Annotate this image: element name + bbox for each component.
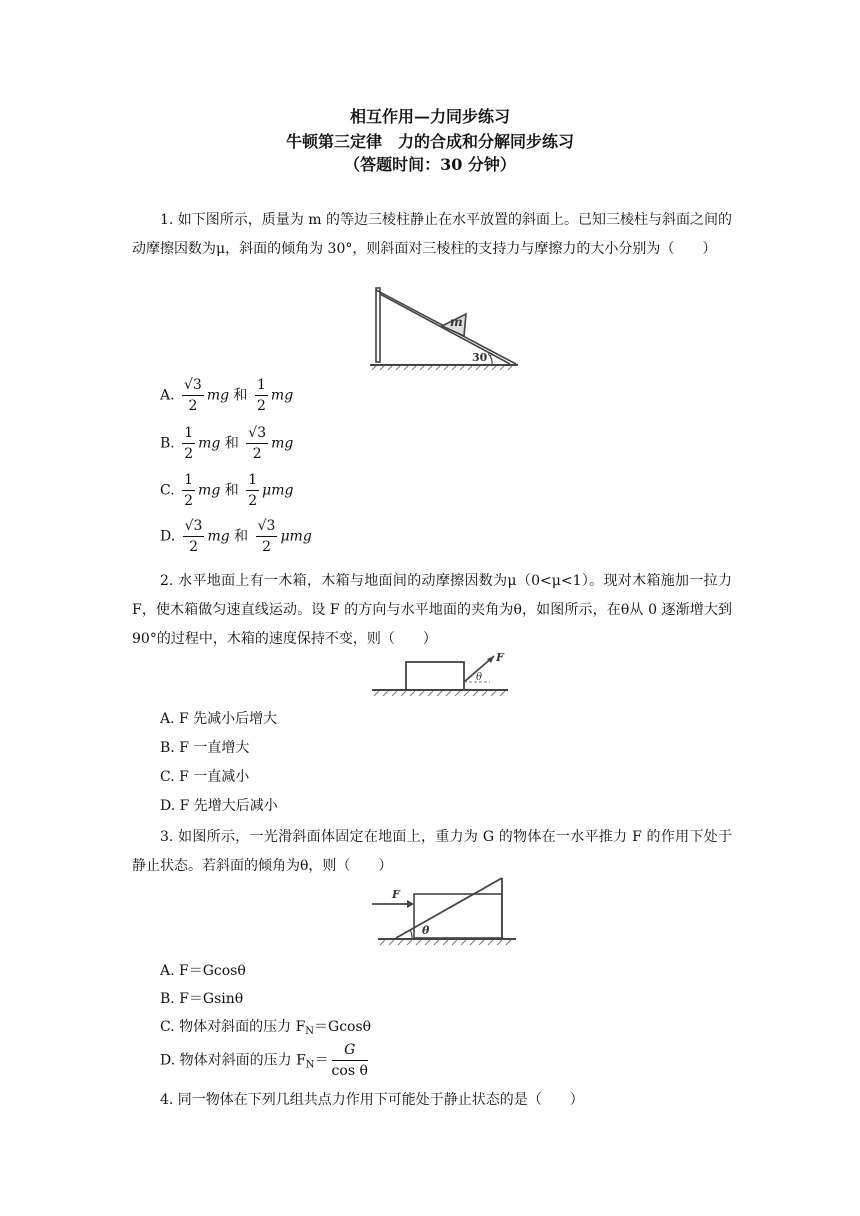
fraction: $\frac{1}{2}$ (248, 472, 258, 509)
fraction: $\frac{G}{\text{cos θ}}$ (331, 1042, 368, 1079)
q1-option-c: C. $\frac{1}{2}$ mg 和 $\frac{1}{2}$ μmg (160, 472, 294, 509)
q3-stem: 3. 如图所示，一光滑斜面体固定在地面上，重力为 G 的物体在一水平推力 F 的作用下处于静止状态。若斜面的倾角为θ，则（ ） (132, 829, 732, 874)
q2-fig-angle-label: θ (476, 672, 483, 683)
fraction: $\frac{√3}{2}$ (184, 377, 202, 414)
fraction: $\frac{1}{2}$ (184, 472, 194, 509)
fraction: $\frac{√3}{2}$ (257, 518, 276, 555)
fraction: $\frac{1}{2}$ (184, 425, 194, 462)
q2-stem: 2. 水平地面上有一木箱，木箱与地面间的动摩擦因数为μ（0<μ<1）。现对木箱施加一拉力 F，使木箱做匀速直线运动。设 F 的方向与水平地面的夹角为θ，如图所示，在θ从 0 逐渐增大到 90°的过程中，木箱的速度保持不变，则（ ） (132, 573, 732, 647)
fraction: $\frac{1}{2}$ (257, 377, 266, 414)
q2-option-d: D. F 先增大后减小 (160, 798, 278, 814)
q3-option-b: B. F＝Gsinθ (160, 991, 244, 1007)
q2-option-a: A. F 先减小后增大 (160, 711, 278, 727)
q2-fig-force-label: F (496, 652, 504, 664)
fraction: $\frac{√3}{2}$ (184, 518, 203, 555)
q1-option-b: B. $\frac{1}{2}$ mg 和 $\frac{√3}{2}$ mg (160, 425, 294, 462)
fraction: $\frac{√3}{2}$ (248, 425, 267, 462)
q1-figure-incline-prism (370, 286, 520, 370)
q2-figure-box-pull (372, 652, 512, 700)
doc-subtitle: 牛顿第三定律 力的合成和分解同步练习 (285, 132, 574, 151)
q1-stem: 1. 如下图所示，质量为 m 的等边三棱柱静止在水平放置的斜面上。已知三棱柱与斜面之间的动摩擦因数为μ，斜面的倾角为 30°，则斜面对三棱柱的支持力与摩擦力的大小分别为（ ） (132, 212, 732, 257)
q3-option-c: C. 物体对斜面的压力 $F_N=Gcos\theta$ (160, 1019, 372, 1037)
q3-fig-force-label: F (392, 888, 400, 901)
q1-fig-angle-label: 30° (472, 351, 493, 364)
q3-option-d: D. 物体对斜面的压力 $F_N=$ $\frac{G}{\text{cos θ}}$ (160, 1042, 368, 1079)
doc-time-note: （答题时间：30 分钟） (344, 155, 516, 174)
q3-option-a: A. F＝Gcosθ (160, 963, 246, 979)
doc-title: 相互作用—力同步练习 (349, 107, 510, 126)
q1-fig-mass-label: m (450, 315, 463, 329)
q4-stem: 4. 同一物体在下列几组共点力作用下可能处于静止状态的是（ ） (160, 1092, 584, 1108)
q1-option-a: A. $\frac{√3}{2}$ mg 和 $\frac{1}{2}$ mg (160, 377, 294, 414)
q3-fig-angle-label: θ (422, 924, 430, 937)
q1-option-d: D. $\frac{√3}{2}$ mg 和 $\frac{√3}{2}$ μmg (160, 518, 312, 555)
q2-option-b: B. F 一直增大 (160, 740, 250, 756)
q2-option-c: C. F 一直减小 (160, 769, 250, 785)
q3-figure-incline-push (372, 872, 518, 948)
